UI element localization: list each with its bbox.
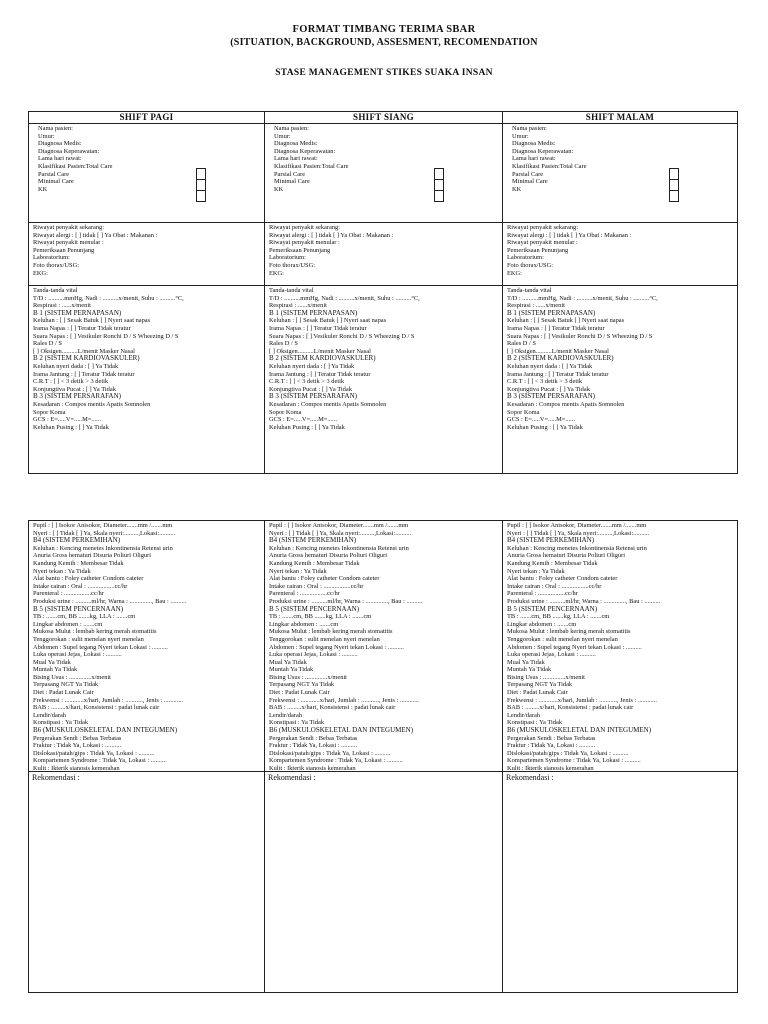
second-line: Luka operasi Jejas, Lokasi : .......... (269, 651, 358, 659)
sbar-table-bottom (28, 520, 738, 993)
second-line: Abdomen : Supel tegang Nyeri tekan Lokasi : .......... (507, 643, 642, 651)
second-line: Dislokasi/patah/gips : Tidak Ya, Lokasi : .......... (33, 749, 155, 757)
second-line: Frekwensi : ............x/hari, Jumlah : ..........., Jenis : ............ (33, 696, 183, 704)
vital-line: Sopor Koma (269, 408, 302, 416)
second-line: Terpasang NGT Ya Tidak (507, 681, 573, 689)
second-line: B6 (MUSKULOSKELETAL DAN INTEGUMEN) (33, 727, 178, 735)
vital-line: Rales D / S (507, 340, 536, 348)
shift-header-pagi: SHIFT PAGI (29, 112, 265, 124)
second-line: Pupil : [ ] Isokor Anisokor, Diameter.......mm /.......mm (507, 522, 647, 529)
vital-section-pagi (29, 286, 265, 474)
vital-line: C.R.T : [ ] < 3 detik > 3 detik (507, 378, 583, 386)
second-line: Produksi urine : ..........ml/hr, Warna : .............., Bau : .......... (269, 597, 423, 605)
vital-line: Kesadaran : Compos mentis Apatis Somnolen (269, 400, 387, 408)
vital-line: T/D : ..........mmHg, Nadi : ..........x/menit, Suhu : ..........°C, (33, 294, 184, 302)
second-line: Alat bantu : Foley catheter Condom cateter (507, 575, 618, 583)
patient-line: Umur: (512, 132, 529, 140)
patient-line: Klasifikasi Pasien:Total Care (38, 162, 113, 170)
second-line: Pergerakan Sendi : Bebas Terbatas (33, 734, 122, 742)
second-line: Dislokasi/patah/gips : Tidak Ya, Lokasi : .......... (507, 749, 629, 757)
second-line: Pupil : [ ] Isokor Anisokor, Diameter.......mm /.......mm (269, 522, 409, 529)
second-line: B4 (SISTEM PERKEMIHAN) (507, 537, 595, 545)
patient-line: Diagnosa Keperawatan: (512, 147, 574, 155)
patient-section-pagi (29, 124, 265, 223)
vital-line: Konjungtiva Pucat : [ ] Ya Tidak (507, 385, 590, 393)
second-line: B 5 (SISTEM PENCERNAAN) (507, 605, 598, 613)
vital-line: Respirasi : ......x/menit (33, 302, 91, 310)
second-line: B 5 (SISTEM PENCERNAAN) (33, 605, 124, 613)
second-line: Nyeri tekan : Ya Tidak (33, 567, 91, 575)
patient-line: Nama pasien: (274, 125, 309, 132)
second-line: Muntah Ya Tidak (33, 666, 78, 674)
vital-line: B 2 (SISTEM KARDIOVASKULER) (269, 355, 376, 363)
second-line: Lingkar abdomen : .......cm (507, 620, 577, 628)
classification-checkboxes (669, 168, 679, 201)
second-line: Luka operasi Jejas, Lokasi : .......... (507, 651, 596, 659)
assessment-section-malam (503, 521, 738, 772)
patient-line: Minimal Care (274, 178, 310, 186)
vital-line: B 1 (SISTEM PERNAPASAN) (269, 309, 358, 317)
second-line: Diet : Padat Lunak Cair (507, 689, 568, 697)
vital-line: Keluhan nyeri dada : [ ] Ya Tidak (507, 362, 593, 370)
history-line: Laboratorium: (507, 254, 544, 262)
patient-line: Minimal Care (512, 178, 548, 186)
classification-checkboxes (196, 168, 206, 201)
history-line: Riwayat penyakit menular : (269, 239, 340, 247)
history-line: Foto thorax/USG: (269, 261, 315, 269)
shift-header-malam: SHIFT MALAM (503, 112, 738, 124)
patient-line: KK (38, 185, 48, 193)
second-line: Dislokasi/patah/gips : Tidak Ya, Lokasi : .......... (269, 749, 391, 757)
second-line: Lendir/darah (507, 711, 541, 719)
second-line: TB : .......cm, BB .......kg, LLA : .......cm (507, 613, 610, 621)
second-line: Terpasang NGT Ya Tidak (269, 681, 335, 689)
second-line: B6 (MUSKULOSKELETAL DAN INTEGUMEN) (269, 727, 414, 735)
patient-line: Diagnosa Keperawatan: (38, 147, 100, 155)
second-line: Produksi urine : ..........ml/hr, Warna : .............., Bau : .......... (33, 597, 187, 605)
vital-line: Keluhan Pusing : [ ] Ya Tidak (269, 423, 345, 431)
second-line: Mukosa Mulut : lembab kering merah stomatitis (269, 628, 393, 636)
history-line: EKG: (269, 269, 284, 277)
vital-line: GCS : E=.....V=.....M=...... (507, 416, 575, 424)
second-line: Kompartemen Syndrome : Tidak Ya, Lokasi : .......... (33, 757, 167, 765)
history-line: EKG: (33, 269, 48, 277)
second-line: TB : .......cm, BB .......kg, LLA : .......cm (33, 613, 136, 621)
second-line: Muntah Ya Tidak (269, 666, 314, 674)
vital-line: GCS : E=.....V=.....M=...... (33, 416, 101, 424)
patient-line: Parsial Care (274, 170, 306, 178)
rekomendasi-section-pagi[interactable] (29, 772, 265, 993)
second-line: Fraktur : Tidak Ya, Lokasi : .......... (269, 742, 358, 750)
second-line: B4 (SISTEM PERKEMIHAN) (269, 537, 357, 545)
second-line: Parenteral : .................cc/hr (33, 590, 104, 598)
patient-line: Klasifikasi Pasien:Total Care (512, 162, 587, 170)
patient-line: Diagnosa Medis: (38, 140, 82, 148)
second-line: Mukosa Mulut : lembab kering merah stomatitis (507, 628, 631, 636)
history-line: Foto thorax/USG: (33, 261, 79, 269)
vital-line: Sopor Koma (33, 408, 66, 416)
sbar-table-top (28, 111, 738, 474)
patient-line: Diagnosa Medis: (274, 140, 318, 148)
vital-line: Irama Napas : [ ] Teratur Tidak teratur (269, 324, 367, 332)
second-line: Pergerakan Sendi : Bebas Terbatas (269, 734, 358, 742)
patient-line: KK (512, 185, 522, 193)
rekomendasi-label: Rekomendasi : (506, 773, 554, 782)
history-line: Riwayat penyakit sekarang: (33, 224, 104, 231)
second-line: Anuria Gross hematuri Disuria Poliuri Oliguri (33, 552, 152, 560)
second-line: Mual Ya Tidak (33, 658, 71, 666)
patient-line: Lama hari rawat: (512, 155, 556, 163)
history-section-siang (265, 223, 503, 286)
history-section-malam (503, 223, 738, 286)
second-line: Lendir/darah (269, 711, 303, 719)
vital-line: B 3 (SISTEM PERSARAFAN) (507, 393, 595, 401)
second-line: Intake cairan : Oral : .................cc/hr (507, 582, 602, 590)
second-line: Konstipasi : Ya Tidak (507, 719, 563, 727)
history-line: Laboratorium: (33, 254, 70, 262)
vital-line: B 1 (SISTEM PERNAPASAN) (33, 309, 122, 317)
patient-line: Diagnosa Medis: (512, 140, 556, 148)
second-line: Alat bantu : Foley catheter Condom cateter (269, 575, 380, 583)
vital-line: Tanda-tanda vital (507, 287, 552, 294)
second-line: TB : .......cm, BB .......kg, LLA : .......cm (269, 613, 372, 621)
second-line: Keluhan : Kencing menetes Inkontinensia Retensi urin (269, 544, 409, 552)
shift-header-siang: SHIFT SIANG (265, 112, 503, 124)
second-line: B6 (MUSKULOSKELETAL DAN INTEGUMEN) (507, 727, 652, 735)
second-line: Tenggorokan : sulit menelan nyeri menelan (269, 635, 380, 643)
second-line: Bising Usus : ..............x/menit (33, 673, 111, 681)
second-line: Parenteral : .................cc/hr (269, 590, 340, 598)
second-line: Muntah Ya Tidak (507, 666, 552, 674)
vital-line: T/D : ..........mmHg, Nadi : ..........x/menit, Suhu : ..........°C, (507, 294, 658, 302)
second-line: Bising Usus : ..............x/menit (269, 673, 347, 681)
history-line: Riwayat penyakit sekarang: (269, 224, 340, 231)
second-line: Pergerakan Sendi : Bebas Terbatas (507, 734, 596, 742)
vital-line: Rales D / S (269, 340, 298, 348)
second-line: Nyeri tekan : Ya Tidak (507, 567, 565, 575)
classification-checkbox[interactable] (196, 190, 206, 202)
second-line: Luka operasi Jejas, Lokasi : .......... (33, 651, 122, 659)
vital-line: [ ] Oksigen..........L/menit Masker Nasal (269, 347, 371, 355)
second-line: BAB : .........x/hari, Konsistensi : padat lunak cair (507, 704, 634, 712)
vital-line: C.R.T : [ ] < 3 detik > 3 detik (269, 378, 345, 386)
second-line: Nyeri : [ ] Tidak [ ] Ya, Skala nyeri:.........,Lokasi:.......... (507, 529, 650, 537)
patient-line: Klasifikasi Pasien:Total Care (274, 162, 349, 170)
second-line: Kandung Kemih : Membesar Tidak (269, 559, 360, 567)
history-line: Laboratorium: (269, 254, 306, 262)
vital-line: [ ] Oksigen..........L/menit Masker Nasal (507, 347, 609, 355)
second-line: Mukosa Mulut : lembab kering merah stomatitis (33, 628, 157, 636)
vital-line: Irama Napas : [ ] Teratur Tidak teratur (507, 324, 605, 332)
patient-line: Diagnosa Keperawatan: (274, 147, 336, 155)
history-line: Foto thorax/USG: (507, 261, 553, 269)
second-line: Abdomen : Supel tegang Nyeri tekan Lokasi : .......... (269, 643, 404, 651)
vital-line: Sopor Koma (507, 408, 540, 416)
second-line: Anuria Gross hematuri Disuria Poliuri Oliguri (507, 552, 626, 560)
second-line: Fraktur : Tidak Ya, Lokasi : .......... (507, 742, 596, 750)
vital-line: Keluhan nyeri dada : [ ] Ya Tidak (33, 362, 119, 370)
vital-line: Irama Jantung : [ ] Teratur Tidak teratur (269, 370, 371, 378)
history-section-pagi (29, 223, 265, 286)
vital-line: Tanda-tanda vital (33, 287, 78, 294)
second-line: Nyeri tekan : Ya Tidak (269, 567, 327, 575)
second-line: Lingkar abdomen : .......cm (33, 620, 103, 628)
vital-line: Konjungtiva Pucat : [ ] Ya Tidak (33, 385, 116, 393)
second-line: Konstipasi : Ya Tidak (269, 719, 325, 727)
classification-checkboxes (434, 168, 444, 201)
patient-line: Minimal Care (38, 178, 74, 186)
second-line: Intake cairan : Oral : .................cc/hr (269, 582, 364, 590)
patient-line: Parsial Care (38, 170, 70, 178)
history-line: Riwayat alergi : [ ] tidak [ ] Ya Obat : Makanan : (33, 231, 158, 239)
second-line: Kandung Kemih : Membesar Tidak (507, 559, 598, 567)
rekomendasi-label: Rekomendasi : (32, 773, 80, 782)
vital-line: Kesadaran : Compos mentis Apatis Somnolen (33, 400, 151, 408)
vital-line: Rales D / S (33, 340, 62, 348)
second-line: Pupil : [ ] Isokor Anisokor, Diameter.......mm /.......mm (33, 522, 173, 529)
second-line: Alat bantu : Foley catheter Condom cateter (33, 575, 144, 583)
second-line: B 5 (SISTEM PENCERNAAN) (269, 605, 360, 613)
vital-section-malam (503, 286, 738, 474)
second-line: Nyeri : [ ] Tidak [ ] Ya, Skala nyeri:.........,Lokasi:.......... (33, 529, 176, 537)
patient-section-malam (503, 124, 738, 223)
rekomendasi-section-siang[interactable] (265, 772, 503, 993)
patient-line: Umur: (274, 132, 291, 140)
patient-line: Lama hari rawat: (274, 155, 318, 163)
second-line: Konstipasi : Ya Tidak (33, 719, 89, 727)
vital-line: B 1 (SISTEM PERNAPASAN) (507, 309, 596, 317)
second-line: Parenteral : .................cc/hr (507, 590, 578, 598)
vital-line: Keluhan nyeri dada : [ ] Ya Tidak (269, 362, 355, 370)
history-line: Riwayat penyakit sekarang: (507, 224, 578, 231)
second-line: Anuria Gross hematuri Disuria Poliuri Oliguri (269, 552, 388, 560)
second-line: Mual Ya Tidak (507, 658, 545, 666)
rekomendasi-label: Rekomendasi : (268, 773, 316, 782)
second-line: Keluhan : Kencing menetes Inkontinensia Retensi urin (507, 544, 647, 552)
classification-checkbox[interactable] (434, 190, 444, 202)
vital-line: B 2 (SISTEM KARDIOVASKULER) (507, 355, 614, 363)
second-line: Nyeri : [ ] Tidak [ ] Ya, Skala nyeri:.........,Lokasi:.......... (269, 529, 412, 537)
vital-line: Keluhan Pusing : [ ] Ya Tidak (507, 423, 583, 431)
vital-line: T/D : ..........mmHg, Nadi : ..........x/menit, Suhu : ..........°C, (269, 294, 420, 302)
vital-section-siang (265, 286, 503, 474)
patient-section-siang (265, 124, 503, 223)
second-line: Kompartemen Syndrome : Tidak Ya, Lokasi : .......... (269, 757, 403, 765)
second-line: Lingkar abdomen : .......cm (269, 620, 339, 628)
second-line: Frekwensi : ............x/hari, Jumlah : ..........., Jenis : ............ (507, 696, 657, 704)
history-line: Riwayat penyakit menular : (507, 239, 578, 247)
second-line: Diet : Padat Lunak Cair (269, 689, 330, 697)
second-line: Kulit : Ikterik sianosis kemerahan (269, 765, 356, 771)
vital-line: Keluhan Pusing : [ ] Ya Tidak (33, 423, 109, 431)
form-title: FORMAT TIMBANG TERIMA SBAR (292, 24, 476, 35)
history-line: Pemeriksaan Penunjang (269, 246, 331, 254)
vital-line: B 3 (SISTEM PERSARAFAN) (269, 393, 357, 401)
patient-line: Parsial Care (512, 170, 544, 178)
history-line: Pemeriksaan Penunjang (507, 246, 569, 254)
second-line: Kompartemen Syndrome : Tidak Ya, Lokasi : .......... (507, 757, 641, 765)
second-line: Kulit : Ikterik sianosis kemerahan (507, 765, 594, 771)
vital-line: [ ] Oksigen..........L/menit Masker Nasal (33, 347, 135, 355)
second-line: BAB : .........x/hari, Konsistensi : padat lunak cair (33, 704, 160, 712)
patient-line: Nama pasien: (512, 125, 547, 132)
second-line: Bising Usus : ..............x/menit (507, 673, 585, 681)
vital-line: Suara Napas : [ ] Vesikuler Ronchi D / S Wheezing D / S (269, 332, 415, 340)
vital-line: Irama Jantung : [ ] Teratur Tidak teratur (507, 370, 609, 378)
form-subtitle: (SITUATION, BACKGROUND, ASSESMENT, RECOMENDATION (230, 37, 538, 48)
vital-line: GCS : E=.....V=.....M=...... (269, 416, 337, 424)
vital-line: Respirasi : ......x/menit (269, 302, 327, 310)
second-line: Frekwensi : ............x/hari, Jumlah : ..........., Jenis : ............ (269, 696, 419, 704)
vital-line: Kesadaran : Compos mentis Apatis Somnolen (507, 400, 625, 408)
vital-line: Keluhan : [ ] Sesak Batuk [ ] Nyeri saat napas (269, 317, 387, 325)
vital-line: Tanda-tanda vital (269, 287, 314, 294)
institution-heading: STASE MANAGEMENT STIKES SUAKA INSAN (275, 68, 493, 78)
second-line: Keluhan : Kencing menetes Inkontinensia Retensi urin (33, 544, 173, 552)
second-line: Terpasang NGT Ya Tidak (33, 681, 99, 689)
second-line: B4 (SISTEM PERKEMIHAN) (33, 537, 121, 545)
vital-line: Keluhan : [ ] Sesak Batuk [ ] Nyeri saat napas (33, 317, 151, 325)
second-line: Kandung Kemih : Membesar Tidak (33, 559, 124, 567)
patient-line: KK (274, 185, 284, 193)
history-line: Riwayat alergi : [ ] tidak [ ] Ya Obat : Makanan : (269, 231, 394, 239)
second-line: Kulit : Ikterik sianosis kemerahan (33, 765, 120, 771)
patient-line: Lama hari rawat: (38, 155, 82, 163)
vital-line: B 2 (SISTEM KARDIOVASKULER) (33, 355, 140, 363)
second-line: Mual Ya Tidak (269, 658, 307, 666)
history-line: Riwayat penyakit menular : (33, 239, 104, 247)
vital-line: Suara Napas : [ ] Vesikuler Ronchi D / S Wheezing D / S (507, 332, 653, 340)
vital-line: Irama Napas : [ ] Teratur Tidak teratur (33, 324, 131, 332)
second-line: Intake cairan : Oral : .................cc/hr (33, 582, 128, 590)
history-line: Riwayat alergi : [ ] tidak [ ] Ya Obat : Makanan : (507, 231, 632, 239)
rekomendasi-section-malam[interactable] (503, 772, 738, 993)
second-line: BAB : .........x/hari, Konsistensi : padat lunak cair (269, 704, 396, 712)
assessment-section-siang (265, 521, 503, 772)
assessment-section-pagi (29, 521, 265, 772)
vital-line: Suara Napas : [ ] Vesikuler Ronchi D / S Wheezing D / S (33, 332, 179, 340)
second-line: Fraktur : Tidak Ya, Lokasi : .......... (33, 742, 122, 750)
vital-line: Keluhan : [ ] Sesak Batuk [ ] Nyeri saat napas (507, 317, 625, 325)
vital-line: Irama Jantung : [ ] Teratur Tidak teratur (33, 370, 135, 378)
classification-checkbox[interactable] (669, 190, 679, 202)
second-line: Diet : Padat Lunak Cair (33, 689, 94, 697)
second-line: Tenggorokan : sulit menelan nyeri menelan (33, 635, 144, 643)
vital-line: B 3 (SISTEM PERSARAFAN) (33, 393, 121, 401)
history-line: Pemeriksaan Penunjang (33, 246, 95, 254)
second-line: Lendir/darah (33, 711, 67, 719)
second-line: Tenggorokan : sulit menelan nyeri menelan (507, 635, 618, 643)
second-line: Abdomen : Supel tegang Nyeri tekan Lokasi : .......... (33, 643, 168, 651)
vital-line: C.R.T : [ ] < 3 detik > 3 detik (33, 378, 109, 386)
patient-line: Nama pasien: (38, 125, 73, 132)
vital-line: Konjungtiva Pucat : [ ] Ya Tidak (269, 385, 352, 393)
vital-line: Respirasi : ......x/menit (507, 302, 565, 310)
history-line: EKG: (507, 269, 522, 277)
second-line: Produksi urine : ..........ml/hr, Warna : .............., Bau : .......... (507, 597, 661, 605)
patient-line: Umur: (38, 132, 55, 140)
